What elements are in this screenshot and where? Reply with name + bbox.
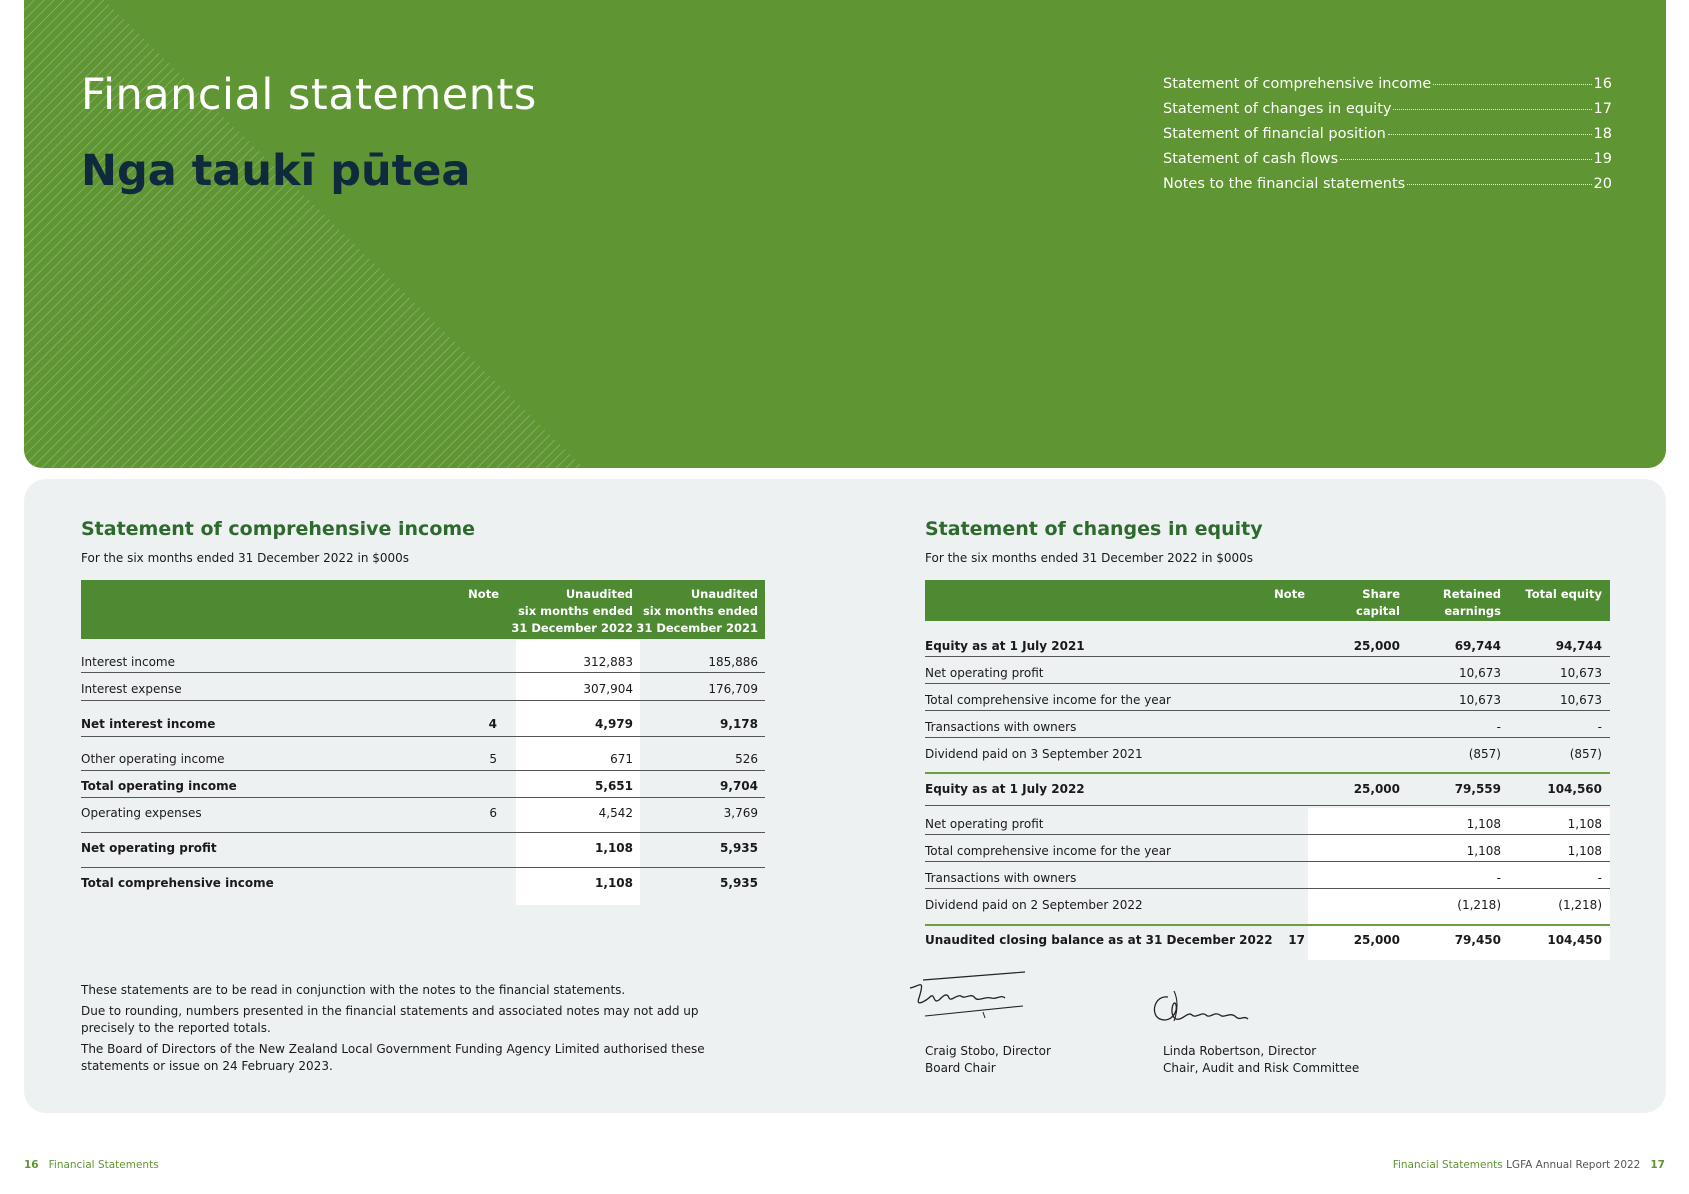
row-label: Net interest income <box>81 717 216 731</box>
signatory-name: Linda Robertson, Director <box>1163 1044 1317 1058</box>
toc-label: Statement of changes in equity <box>1163 101 1392 117</box>
table-row <box>81 745 765 772</box>
hero-banner <box>24 0 1666 468</box>
row-total-equity: - <box>1597 871 1602 885</box>
row-label: Total operating income <box>81 779 237 793</box>
row-value-2022: 1,108 <box>595 876 633 890</box>
toc-item[interactable] <box>1163 101 1612 126</box>
row-label: Transactions with owners <box>925 720 1077 734</box>
note-paragraph: These statements are to be read in conjunction with the notes to the financial statements. <box>81 983 626 997</box>
signatory-role: Chair, Audit and Risk Committee <box>1163 1061 1360 1075</box>
row-total-equity: (1,218) <box>1558 898 1602 912</box>
row-divider <box>925 834 1610 835</box>
signatory-linda-robertson <box>1163 1043 1359 1077</box>
col-2021-header <box>636 586 758 637</box>
table-row <box>925 659 1610 686</box>
footer-report-label: LGFA Annual Report 2022 <box>1506 1159 1641 1171</box>
row-note: 5 <box>489 752 497 766</box>
retained-earnings-header <box>1413 586 1501 620</box>
row-label: Dividend paid on 2 September 2022 <box>925 898 1143 912</box>
row-total-equity: 94,744 <box>1555 639 1602 653</box>
equity-statement-title: Statement of changes in equity <box>925 518 1263 540</box>
row-note: 17 <box>1288 933 1305 947</box>
footer-right <box>1393 1159 1665 1171</box>
row-total-equity: 104,560 <box>1547 782 1602 796</box>
row-label: Net operating profit <box>81 841 217 855</box>
signature-craig-stobo <box>905 968 1035 1038</box>
row-retained-earnings: 1,108 <box>1466 817 1501 831</box>
row-retained-earnings: 69,744 <box>1454 639 1501 653</box>
row-retained-earnings: 79,450 <box>1454 933 1501 947</box>
toc-page-number: 17 <box>1593 101 1612 117</box>
row-label: Unaudited closing balance as at 31 December 2022 <box>925 933 1273 947</box>
row-value-2022: 307,904 <box>583 682 633 696</box>
toc-item[interactable] <box>1163 126 1612 151</box>
share-capital-header <box>1325 586 1400 620</box>
row-total-equity: 10,673 <box>1560 693 1602 707</box>
toc-item[interactable] <box>1163 76 1612 101</box>
row-label: Equity as at 1 July 2022 <box>925 782 1085 796</box>
table-row <box>81 710 765 737</box>
row-label: Total comprehensive income <box>81 876 274 890</box>
row-share-capital: 25,000 <box>1353 933 1400 947</box>
row-total-equity: 104,450 <box>1547 933 1602 947</box>
row-retained-earnings: 10,673 <box>1459 693 1501 707</box>
row-total-equity: (857) <box>1569 747 1602 761</box>
table-row <box>925 837 1610 864</box>
toc-leader-dots <box>1433 84 1591 85</box>
row-divider <box>925 861 1610 862</box>
row-retained-earnings: (857) <box>1468 747 1501 761</box>
row-share-capital: 25,000 <box>1353 782 1400 796</box>
toc-page-number: 18 <box>1593 126 1612 142</box>
toc-leader-dots <box>1407 184 1591 185</box>
row-divider <box>81 867 765 868</box>
row-label: Net operating profit <box>925 817 1044 831</box>
row-divider <box>81 672 765 673</box>
row-retained-earnings: - <box>1496 720 1501 734</box>
row-divider <box>81 770 765 771</box>
table-row <box>925 891 1610 918</box>
income-statement-subtitle: For the six months ended 31 December 2022 in $000s <box>81 551 410 565</box>
row-label: Total comprehensive income for the year <box>925 844 1171 858</box>
income-statement-title: Statement of comprehensive income <box>81 518 476 540</box>
row-retained-earnings: 10,673 <box>1459 666 1501 680</box>
row-divider <box>925 888 1610 889</box>
row-divider <box>925 737 1610 738</box>
note-paragraph: Due to rounding, numbers presented in the financial statements and associated notes may not add up precisely to the reported totals. <box>81 1004 699 1035</box>
header-line: Unaudited <box>565 587 633 601</box>
row-label: Interest expense <box>81 682 182 696</box>
table-row <box>81 772 765 799</box>
table-row <box>925 740 1610 767</box>
row-value-2022: 312,883 <box>583 655 633 669</box>
row-divider <box>925 924 1610 926</box>
header-line: Unaudited <box>690 587 758 601</box>
table-row <box>81 834 765 861</box>
footer-section-label: Financial Statements <box>48 1159 159 1171</box>
toc-label: Statement of cash flows <box>1163 151 1339 167</box>
row-total-equity: - <box>1597 720 1602 734</box>
row-value-2021: 3,769 <box>723 806 758 820</box>
table-row <box>81 799 765 826</box>
header-line: 31 December 2022 <box>511 621 633 635</box>
table-row <box>925 775 1610 802</box>
row-divider <box>81 700 765 701</box>
toc-leader-dots <box>1388 134 1592 135</box>
row-label: Other operating income <box>81 752 225 766</box>
equity-statement-subtitle: For the six months ended 31 December 2022 in $000s <box>925 551 1254 565</box>
note-header: Note <box>468 587 499 601</box>
row-divider <box>925 683 1610 684</box>
table-row <box>925 632 1610 659</box>
row-value-2021: 9,178 <box>720 717 758 731</box>
row-note: 6 <box>489 806 497 820</box>
row-retained-earnings: - <box>1496 871 1501 885</box>
row-label: Net operating profit <box>925 666 1044 680</box>
row-value-2022: 5,651 <box>595 779 633 793</box>
page-number-right: 17 <box>1650 1159 1665 1171</box>
signatory-role: Board Chair <box>925 1061 996 1075</box>
signatory-name: Craig Stobo, Director <box>925 1044 1051 1058</box>
header-line: six months ended <box>642 604 758 618</box>
row-label: Transactions with owners <box>925 871 1077 885</box>
row-value-2021: 5,935 <box>720 876 758 890</box>
header-line: six months ended <box>517 604 633 618</box>
row-note: 4 <box>488 717 497 731</box>
note-header: Note <box>1274 587 1305 601</box>
row-value-2022: 4,542 <box>598 806 633 820</box>
table-row <box>925 810 1610 837</box>
footer-section-label: Financial Statements <box>1392 1159 1503 1171</box>
row-label: Operating expenses <box>81 806 202 820</box>
row-total-equity: 1,108 <box>1567 844 1602 858</box>
header-line: Share <box>1362 587 1400 601</box>
toc-item[interactable] <box>1163 151 1612 176</box>
toc-page-number: 20 <box>1593 176 1612 192</box>
note-paragraph: The Board of Directors of the New Zealand Local Government Funding Agency Limited authorised these statements or issue on 24 February 2023. <box>81 1042 705 1073</box>
table-row <box>81 675 765 702</box>
page-number-left: 16 <box>24 1159 39 1171</box>
row-label: Dividend paid on 3 September 2021 <box>925 747 1143 761</box>
toc-page-number: 19 <box>1593 151 1612 167</box>
toc-leader-dots <box>1340 159 1591 160</box>
header-line: 31 December 2021 <box>636 621 758 635</box>
row-divider <box>925 772 1610 774</box>
toc-item[interactable] <box>1163 176 1612 201</box>
row-divider <box>925 656 1610 657</box>
col-2022-header <box>511 586 633 637</box>
toc-label: Statement of comprehensive income <box>1163 76 1432 92</box>
toc-leader-dots <box>1393 109 1591 110</box>
row-divider <box>81 736 765 737</box>
row-label: Equity as at 1 July 2021 <box>925 639 1085 653</box>
table-of-contents <box>1163 76 1612 201</box>
row-share-capital: 25,000 <box>1353 639 1400 653</box>
row-value-2021: 185,886 <box>708 655 758 669</box>
header-line: Total equity <box>1525 587 1602 601</box>
table-row <box>925 686 1610 713</box>
table-row <box>925 864 1610 891</box>
row-retained-earnings: 1,108 <box>1466 844 1501 858</box>
row-value-2021: 176,709 <box>708 682 758 696</box>
row-value-2021: 526 <box>735 752 758 766</box>
row-value-2022: 4,979 <box>595 717 633 731</box>
total-equity-header <box>1510 586 1602 603</box>
statement-notes <box>81 982 741 1079</box>
row-divider <box>81 832 765 833</box>
row-value-2022: 1,108 <box>595 841 633 855</box>
signature-linda-robertson <box>1148 985 1258 1035</box>
table-row <box>925 713 1610 740</box>
row-divider <box>925 805 1610 806</box>
footer-left <box>24 1159 159 1171</box>
header-line: earnings <box>1444 604 1501 618</box>
row-retained-earnings: (1,218) <box>1457 898 1501 912</box>
header-line: capital <box>1356 604 1400 618</box>
row-value-2021: 9,704 <box>720 779 758 793</box>
toc-page-number: 16 <box>1593 76 1612 92</box>
table-row <box>925 926 1610 953</box>
table-row <box>81 869 765 896</box>
row-value-2021: 5,935 <box>720 841 758 855</box>
equity-table-header <box>925 580 1610 621</box>
toc-label: Statement of financial position <box>1163 126 1386 142</box>
page-subtitle: Nga taukī pūtea <box>81 146 471 196</box>
table-row <box>81 648 765 675</box>
signatory-craig-stobo <box>925 1043 1051 1077</box>
income-table-header <box>81 580 765 639</box>
row-divider <box>81 797 765 798</box>
row-retained-earnings: 79,559 <box>1454 782 1501 796</box>
row-total-equity: 10,673 <box>1560 666 1602 680</box>
row-label: Interest income <box>81 655 176 669</box>
row-divider <box>925 710 1610 711</box>
toc-label: Notes to the financial statements <box>1163 176 1406 192</box>
row-label: Total comprehensive income for the year <box>925 693 1171 707</box>
row-value-2022: 671 <box>610 752 633 766</box>
page-title: Financial statements <box>81 70 537 120</box>
row-total-equity: 1,108 <box>1567 817 1602 831</box>
header-line: Retained <box>1442 587 1501 601</box>
